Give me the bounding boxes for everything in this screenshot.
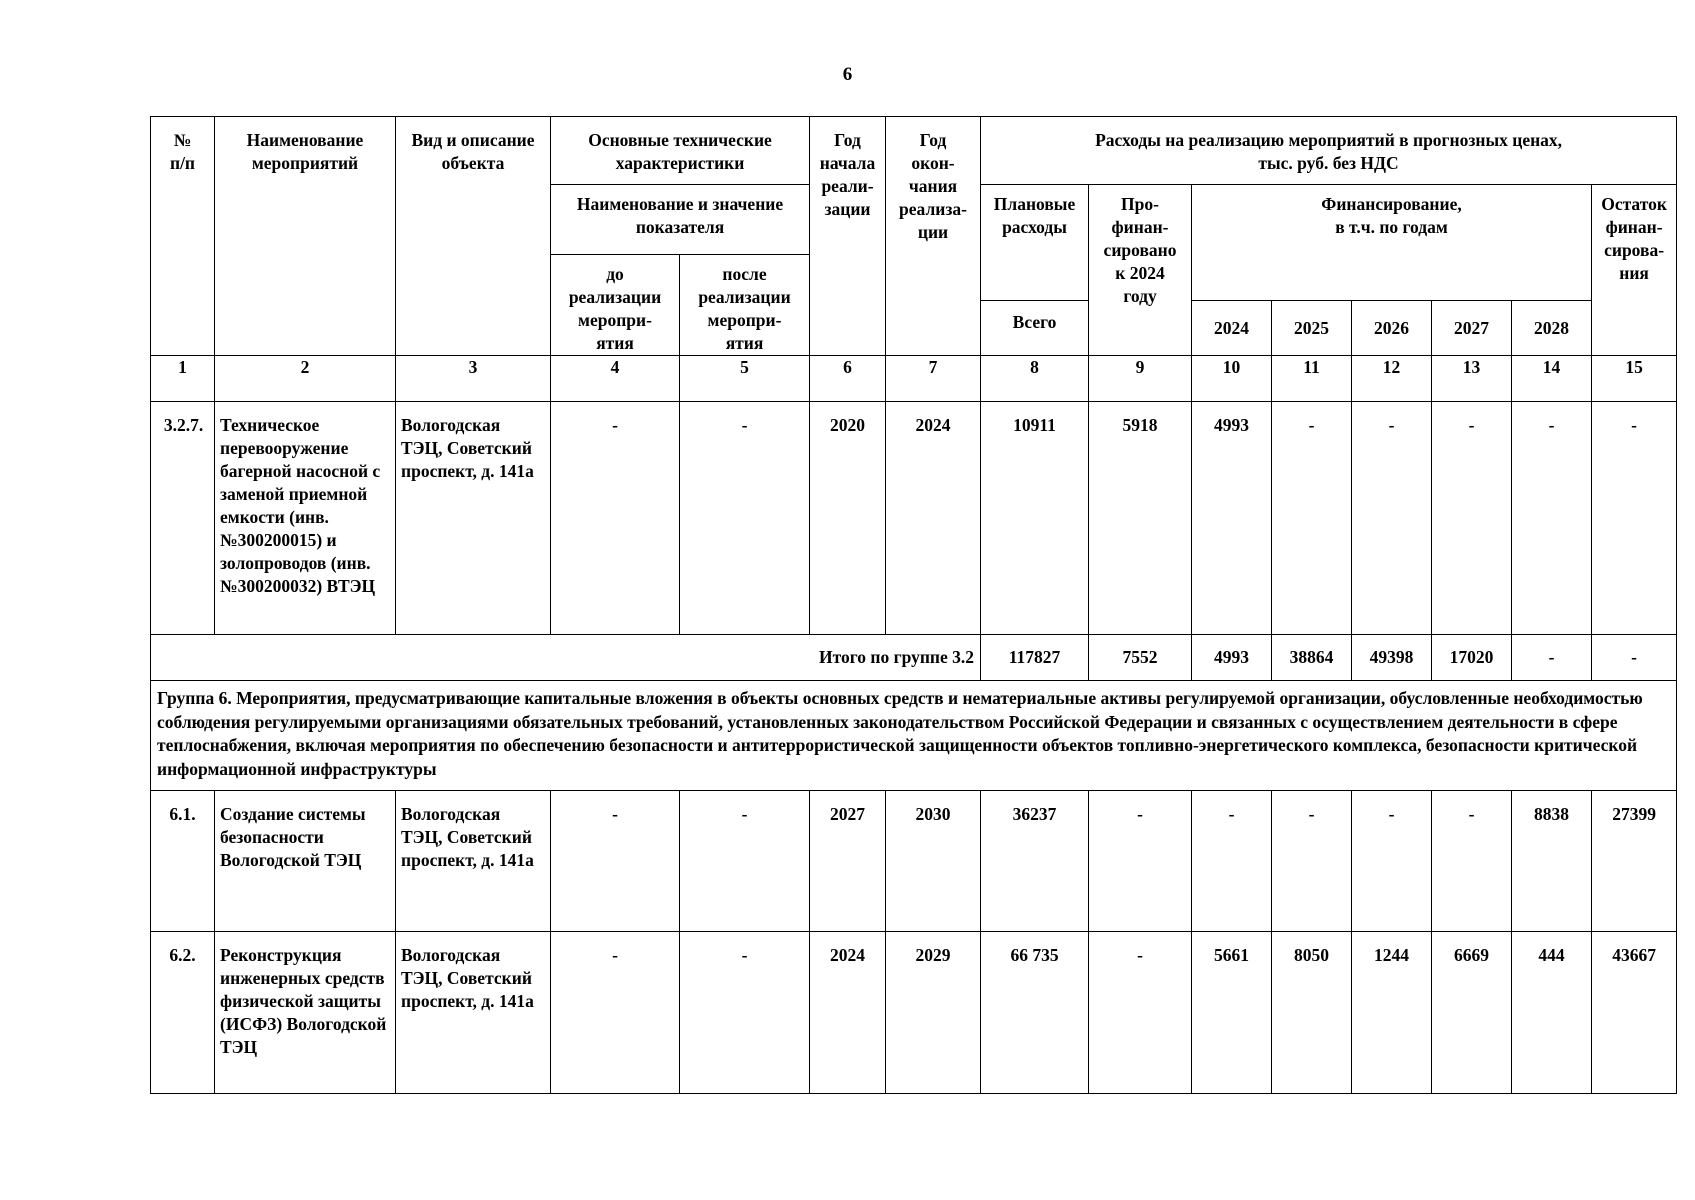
page-number: 6 bbox=[842, 64, 853, 85]
row-before: - bbox=[551, 402, 680, 635]
header-tech-sub: Наименование и значение показателя bbox=[551, 185, 810, 255]
row-year-end: 2030 bbox=[886, 791, 981, 932]
row-2024: 4993 bbox=[1192, 402, 1272, 635]
row-year-end: 2029 bbox=[886, 932, 981, 1094]
header-name: Наименование мероприятий bbox=[215, 117, 396, 356]
header-total: Всего bbox=[981, 301, 1089, 356]
group-6-heading: Группа 6. Мероприятия, предусматривающие капитальные вложения в объекты основных средств и нематериальные активы регулируемой организации, обусловленные необходимостью соблюдения регулируемыми организациями обязательных требований, установленных законодательством Российской Федерации и связанных с осуществлением деятельности в сфере теплоснабжения, включая мероприятия по обеспечению безопасности и антитеррористической защищенности объектов топливно-энергетического комплекса, безопасности критической информационной инфраструктуры bbox=[151, 681, 1677, 791]
col-number: 3 bbox=[396, 356, 551, 402]
row-after: - bbox=[680, 791, 810, 932]
header-planned: Плановые расходы bbox=[981, 185, 1089, 301]
row-object: Вологодская ТЭЦ, Советский проспект, д. 141а bbox=[396, 932, 551, 1094]
row-2027: - bbox=[1432, 791, 1512, 932]
header-year-start: Год начала реали- зации bbox=[810, 117, 886, 356]
header-after: после реализации меропри- ятия bbox=[680, 255, 810, 356]
col-number: 6 bbox=[810, 356, 886, 402]
total-remainder: - bbox=[1592, 635, 1677, 681]
table-row bbox=[151, 791, 1677, 932]
header-tech: Основные технические характеристики bbox=[551, 117, 810, 185]
header-financing: Финансирование, в т.ч. по годам bbox=[1192, 185, 1592, 301]
header-year-2025: 2025 bbox=[1272, 301, 1352, 356]
total-2027: 17020 bbox=[1432, 635, 1512, 681]
col-number: 4 bbox=[551, 356, 680, 402]
total-2026: 49398 bbox=[1352, 635, 1432, 681]
investment-program-table bbox=[150, 116, 1677, 1094]
header-remainder: Остаток финан- сирова- ния bbox=[1592, 185, 1677, 356]
row-number: 6.2. bbox=[151, 932, 215, 1094]
col-number: 2 bbox=[215, 356, 396, 402]
row-object: Вологодская ТЭЦ, Советский проспект, д. 141а bbox=[396, 402, 551, 635]
row-planned: 36237 bbox=[981, 791, 1089, 932]
total-planned: 117827 bbox=[981, 635, 1089, 681]
col-number: 14 bbox=[1512, 356, 1592, 402]
row-2025: - bbox=[1272, 402, 1352, 635]
row-before: - bbox=[551, 932, 680, 1094]
row-object: Вологодская ТЭЦ, Советский проспект, д. 141а bbox=[396, 791, 551, 932]
row-number: 6.1. bbox=[151, 791, 215, 932]
column-numbers-row bbox=[151, 356, 1677, 402]
col-number: 11 bbox=[1272, 356, 1352, 402]
row-2027: - bbox=[1432, 402, 1512, 635]
header-before: до реализации меропри- ятия bbox=[551, 255, 680, 356]
row-planned: 66 735 bbox=[981, 932, 1089, 1094]
row-remainder: 43667 bbox=[1592, 932, 1677, 1094]
row-year-start: 2027 bbox=[810, 791, 886, 932]
row-planned: 10911 bbox=[981, 402, 1089, 635]
table-row bbox=[151, 402, 1677, 635]
col-number: 5 bbox=[680, 356, 810, 402]
header-num: № п/п bbox=[151, 117, 215, 356]
total-financed: 7552 bbox=[1089, 635, 1192, 681]
row-financed: - bbox=[1089, 932, 1192, 1094]
total-2025: 38864 bbox=[1272, 635, 1352, 681]
header-year-2024: 2024 bbox=[1192, 301, 1272, 356]
col-number: 9 bbox=[1089, 356, 1192, 402]
row-year-start: 2024 bbox=[810, 932, 886, 1094]
group-heading-row bbox=[151, 681, 1677, 791]
col-number: 10 bbox=[1192, 356, 1272, 402]
row-after: - bbox=[680, 402, 810, 635]
row-2026: - bbox=[1352, 791, 1432, 932]
row-name: Техническое перевооружение багерной насосной с заменой приемной емкости (инв. №300200015) и золопроводов (инв.№300200032) ВТЭЦ bbox=[215, 402, 396, 635]
row-2024: 5661 bbox=[1192, 932, 1272, 1094]
row-name: Реконструкция инженерных средств физической защиты (ИСФЗ) Вологодской ТЭЦ bbox=[215, 932, 396, 1094]
row-2026: - bbox=[1352, 402, 1432, 635]
col-number: 12 bbox=[1352, 356, 1432, 402]
row-after: - bbox=[680, 932, 810, 1094]
row-2027: 6669 bbox=[1432, 932, 1512, 1094]
total-label: Итого по группе 3.2 bbox=[151, 635, 981, 681]
col-number: 15 bbox=[1592, 356, 1677, 402]
header-year-2026: 2026 bbox=[1352, 301, 1432, 356]
row-financed: - bbox=[1089, 791, 1192, 932]
total-2024: 4993 bbox=[1192, 635, 1272, 681]
total-row bbox=[151, 635, 1677, 681]
row-remainder: 27399 bbox=[1592, 791, 1677, 932]
row-2024: - bbox=[1192, 791, 1272, 932]
col-number: 8 bbox=[981, 356, 1089, 402]
row-year-start: 2020 bbox=[810, 402, 886, 635]
row-2028: - bbox=[1512, 402, 1592, 635]
col-number: 7 bbox=[886, 356, 981, 402]
row-financed: 5918 bbox=[1089, 402, 1192, 635]
row-2025: - bbox=[1272, 791, 1352, 932]
row-year-end: 2024 bbox=[886, 402, 981, 635]
header-financed-2024: Про- финан- сировано к 2024 году bbox=[1089, 185, 1192, 356]
row-2025: 8050 bbox=[1272, 932, 1352, 1094]
row-2028: 444 bbox=[1512, 932, 1592, 1094]
row-name: Создание системы безопасности Вологодской ТЭЦ bbox=[215, 791, 396, 932]
table-row bbox=[151, 932, 1677, 1094]
header-year-2027: 2027 bbox=[1432, 301, 1512, 356]
header-year-2028: 2028 bbox=[1512, 301, 1592, 356]
col-number: 1 bbox=[151, 356, 215, 402]
row-remainder: - bbox=[1592, 402, 1677, 635]
header-year-end: Год окон- чания реализа- ции bbox=[886, 117, 981, 356]
row-2026: 1244 bbox=[1352, 932, 1432, 1094]
row-before: - bbox=[551, 791, 680, 932]
col-number: 13 bbox=[1432, 356, 1512, 402]
header-expenses: Расходы на реализацию мероприятий в прогнозных ценах, тыс. руб. без НДС bbox=[981, 117, 1677, 185]
header-object: Вид и описание объекта bbox=[396, 117, 551, 356]
row-number: 3.2.7. bbox=[151, 402, 215, 635]
row-2028: 8838 bbox=[1512, 791, 1592, 932]
total-2028: - bbox=[1512, 635, 1592, 681]
